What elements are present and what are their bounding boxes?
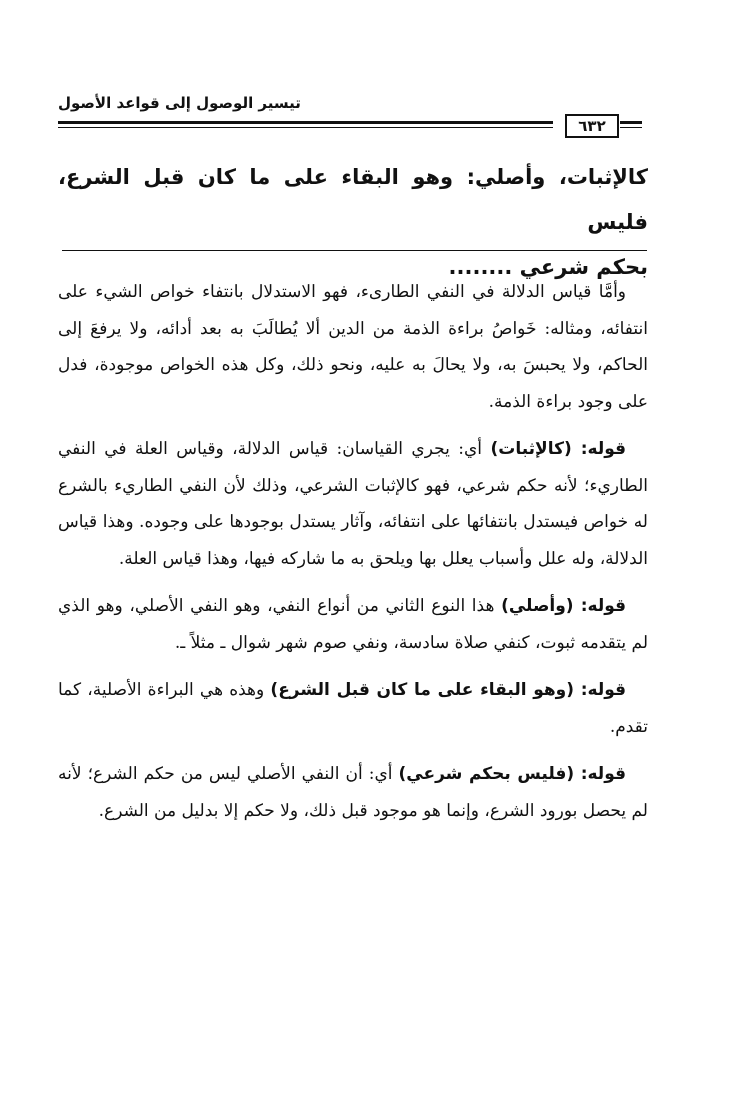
paragraph-lead: قوله: (وأصلي) [501, 596, 626, 616]
paragraph-lead: قوله: (كالإثبات) [490, 439, 626, 459]
paragraph-lead: قوله: (وهو البقاء على ما كان قبل الشرع) [270, 680, 626, 700]
paragraph-text: وأمَّا قياس الدلالة في النفي الطارىء، فهو الاستدلال بانتفاء خواص الشيء على انتفائه، ومثاله: خَواصُ براءة الذمة من الدين ألا يُطالَبَ به بعد أدائه، ولا يرفعَ إلى الحاكم، ولا يحبسَ به، ولا يحالَ به عليه، ونحو ذلك، وكل هذه الخواص موجودة، فدل على وجود براءة الذمة. [58, 282, 648, 412]
paragraph-3 [58, 588, 648, 661]
paragraph-text: هذا النوع الثاني من أنواع النفي، وهو النفي الأصلي، وهو الذي لم يتقدمه ثبوت، كنفي صلاة سادسة، ونفي صوم شهر شوال ـ مثلاً ـ. [58, 596, 648, 653]
paragraph-text: وهذه هي البراءة الأصلية، كما تقدم. [58, 680, 648, 737]
header-rule [58, 121, 553, 124]
matn-text [58, 155, 648, 290]
header-rule-right-thin [620, 127, 642, 128]
paragraph-2 [58, 431, 648, 577]
header-rule-right [620, 121, 642, 124]
page-number: ٦٣٢ [565, 114, 619, 138]
running-header-title: تيسير الوصول إلى قواعد الأصول [58, 94, 301, 112]
paragraph-lead: قوله: (فليس بحكم شرعي) [398, 764, 626, 784]
paragraph-1 [58, 274, 648, 420]
paragraph-text: أي: يجري القياسان: قياس الدلالة، وقياس العلة في النفي الطاريء؛ لأنه حكم شرعي، فهو كالإثبات الشرعي، وذلك لأن النفي الطاريء بالشرع له خواص فيستدل بانتفائها على انتفائه، وآثار يستدل بوجودها على وجوده. وهذا قياس الدلالة، وله علل وأسباب يعلل بها ويلحق به ما شاركه فيها، وهذا قياس العلة. [58, 439, 648, 569]
paragraph-text: أي: أن النفي الأصلي ليس من حكم الشرع؛ لأنه لم يحصل بورود الشرع، وإنما هو موجود قبل ذلك، ولا حكم إلا بدليل من الشرع. [58, 764, 648, 821]
matn-separator [62, 250, 647, 251]
commentary-body [58, 274, 648, 840]
paragraph-4 [58, 672, 648, 745]
matn-line-1: كالإثبات، وأصلي: وهو البقاء على ما كان قبل الشرع، فليس [58, 165, 648, 234]
paragraph-5 [58, 756, 648, 829]
matn-dots: ........ [448, 255, 513, 279]
matn-line-2-text: بحكم شرعي [519, 255, 648, 279]
header-rule-thin [58, 127, 553, 128]
